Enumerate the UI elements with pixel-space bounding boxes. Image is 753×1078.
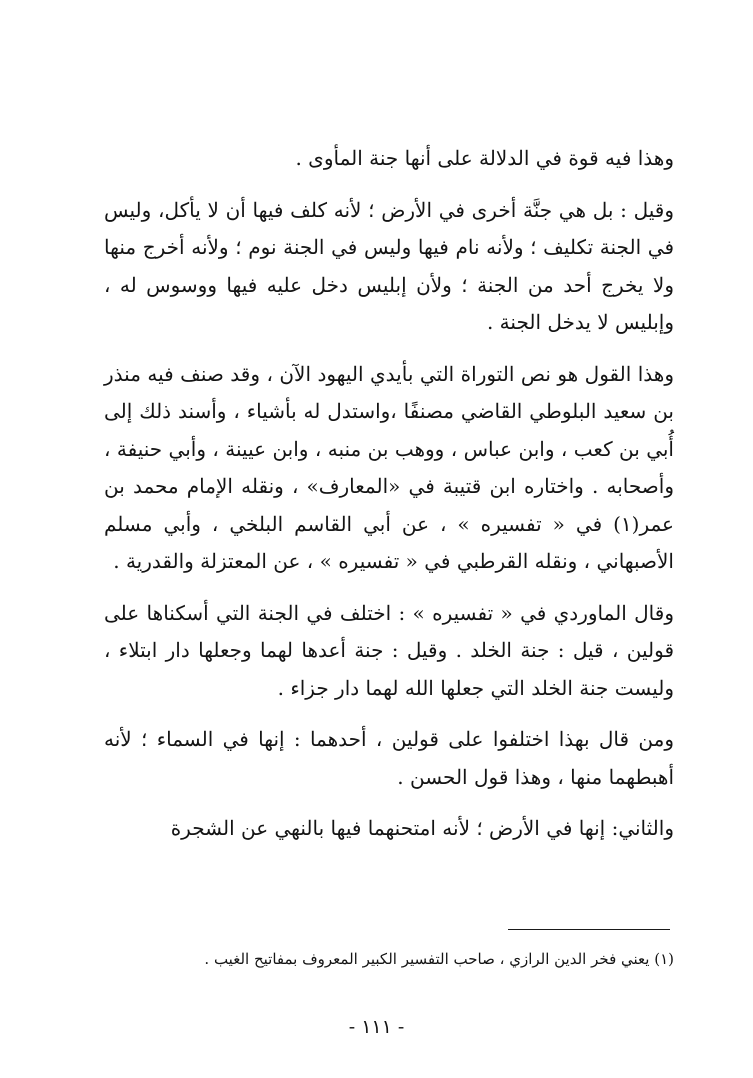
footnote: (١) يعني فخر الدين الرازي ، صاحب التفسير الكبير المعروف بمفاتيح الغيب . (204, 950, 674, 968)
paragraph-3: وهذا القول هو نص التوراة التي بأيدي اليهود الآن ، وقد صنف فيه منذر بن سعيد البلوطي القاضي مصنفًا ،واستدل له بأشياء ، وأسند ذلك إلى أُبي بن كعب ، وابن عباس ، ووهب بن منبه ، وابن عيينة ، وأبي حنيفة ، وأصحابه . واختاره ابن قتيبة في «المعارف» ، ونقله الإمام محمد بن عمر(١) في « تفسيره » ، عن أبي القاسم البلخي ، وأبي مسلم الأصبهاني ، ونقله القرطبي في « تفسيره » ، عن المعتزلة والقدرية . (104, 361, 674, 573)
paragraph-4: وقال الماوردي في « تفسيره » : اختلف في الجنة التي أسكناها على قولين ، قيل : جنة الخلد . وقيل : جنة أعدها لهما وجعلها دار ابتلاء ، وليست جنة الخلد التي جعلها الله لهما دار جزاء . (104, 600, 674, 700)
paragraph-5: ومن قال بهذا اختلفوا على قولين ، أحدهما : إنها في السماء ؛ لأنه أهبطهما منها ، وهذا قول الحسن . (104, 727, 674, 789)
body-text (104, 140, 674, 848)
paragraph-1: وهذا فيه قوة في الدلالة على أنها جنة المأوى . (295, 146, 674, 170)
paragraph-2: وقيل : بل هي جنَّة أخرى في الأرض ؛ لأنه كلف فيها أن لا يأكل، وليس في الجنة تكليف ؛ ولأنه نام فيها وليس في الجنة نوم ؛ ولأنه أخرج منها ولا يخرج أحد من الجنة ؛ ولأن إبليس دخل عليه فيها ووسوس له ، وإبليس لا يدخل الجنة . (104, 197, 675, 334)
paragraph-6: والثاني: إنها في الأرض ؛ لأنه امتحنهما فيها بالنهي عن الشجرة (170, 816, 674, 840)
footnote-divider (508, 929, 670, 930)
page-number: - ١١١ - (348, 1016, 405, 1038)
